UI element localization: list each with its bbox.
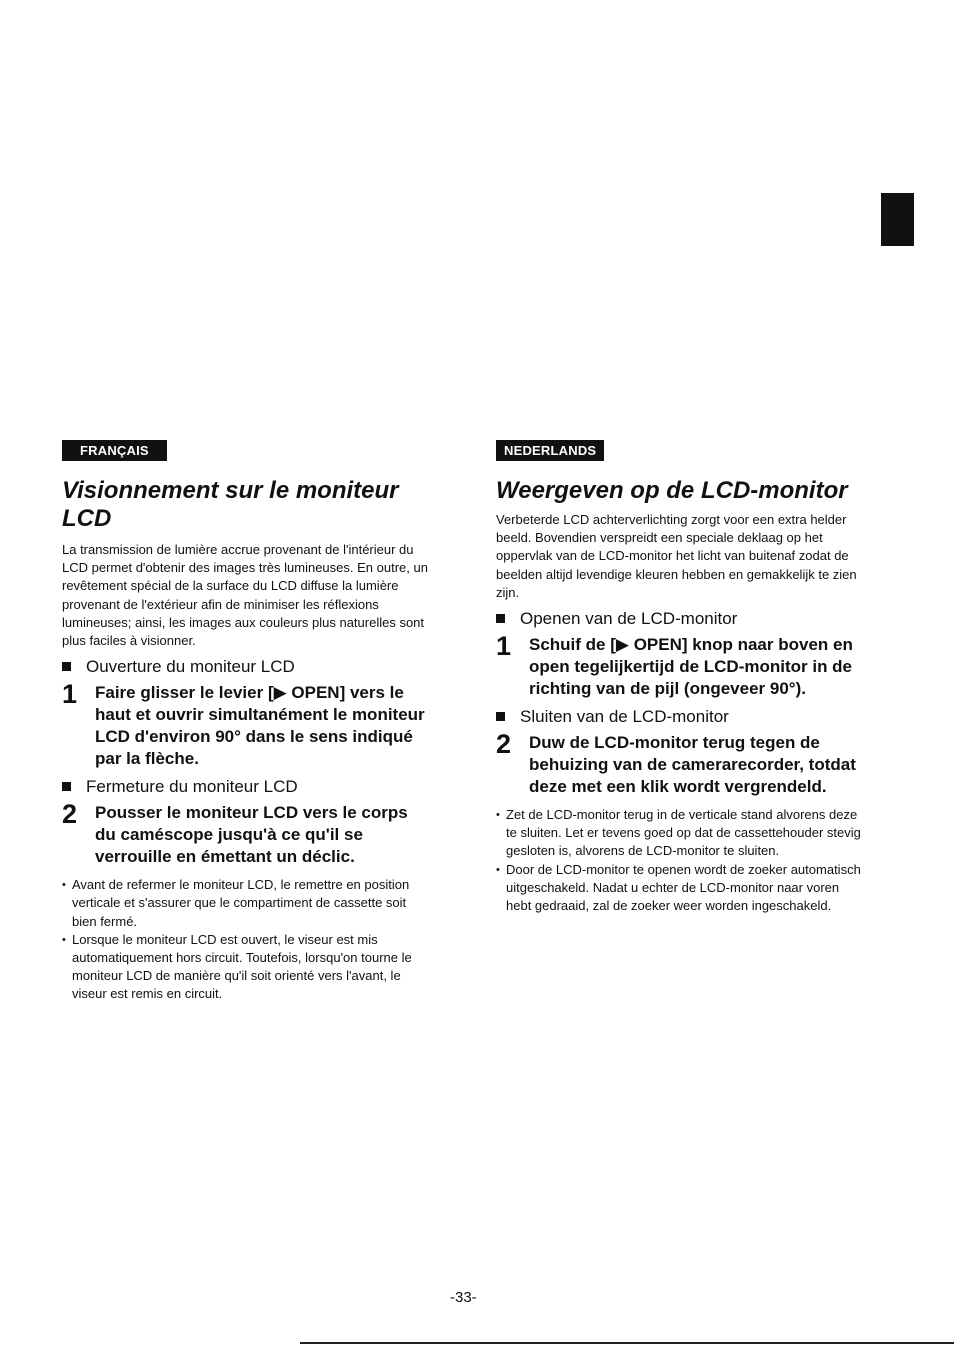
page-number: -33-: [450, 1289, 477, 1306]
nederlands-note-1: • Zet de LCD-monitor terug in de verticale stand alvorens deze te sluiten. Let er tevens goed op dat de cassettehouder stevig gesloten is, alvorens de LCD-monitor te sluiten.: [496, 806, 866, 861]
francais-note-1: • Avant de refermer le moniteur LCD, le remettre en position verticale et s'assurer que le compartiment de cassette soit bien fermé.: [62, 876, 432, 931]
francais-step-1: [62, 679, 432, 770]
nederlands-intro: Verbeterde LCD achterverlichting zorgt voor een extra helder beeld. Bovendien verspreidt een speciale deklaag op het oppervlak van de LCD-monitor het licht van buitenaf zodat de beelden altijd levendige kleuren hebben en gemakkelijk te zien zijn.: [496, 512, 857, 600]
nederlands-section-opening-heading: Openen van de LCD-monitor: [496, 608, 866, 630]
francais-intro: La transmission de lumière accrue provenant de l'intérieur du LCD permet d'obtenir des images très lumineuses. En outre, un revêtement spécial de la surface du LCD diffuse la lumière provenant de l'extérieur afin de minimiser les réflexions lumineuses; ainsi, les images aux couleurs plus naturelles sont plus faciles à visionner.: [62, 542, 428, 649]
nederlands-step-2: [496, 729, 866, 798]
francais-step-1-text: Faire glisser le levier [▶ OPEN] vers le haut et ouvrir simultanément le moniteur LCD d'environ 90° dans le sens indiqué par la flèche.: [95, 683, 425, 769]
francais-title: Visionnement sur le moniteur LCD: [62, 477, 399, 532]
francais-notes: [62, 876, 432, 1003]
francais-step-2: [62, 799, 432, 868]
francais-section-opening-heading: Ouverture du moniteur LCD: [62, 656, 432, 678]
nederlands-step-1-text: Schuif de [▶ OPEN] knop naar boven en open tegelijkertijd de LCD-monitor in de richting van de pijl (ongeveer 90°).: [529, 635, 853, 699]
francais-step-2-number: 2: [62, 799, 78, 830]
francais-language-label: FRANÇAIS: [62, 440, 167, 461]
nederlands-note-2: • Door de LCD-monitor te openen wordt de zoeker automatisch uitgeschakeld. Nadat u echter de LCD-monitor naar voren hebt gedraaid, zal de zoeker weer worden ingeschakeld.: [496, 861, 866, 916]
nederlands-step-1-number: 1: [496, 631, 512, 662]
nederlands-step-2-text: Duw de LCD-monitor terug tegen de behuizing van de camerarecorder, totdat deze met een klik wordt vergrendeld.: [529, 733, 856, 797]
francais-column: [62, 440, 432, 1004]
francais-step-1-number: 1: [62, 679, 78, 710]
francais-step-2-text: Pousser le moniteur LCD vers le corps du caméscope jusqu'à ce qu'il se verrouille en émettant un déclic.: [95, 803, 408, 867]
nederlands-section-closing-heading: Sluiten van de LCD-monitor: [496, 706, 866, 728]
nederlands-column: [496, 440, 866, 915]
bottom-rule: [300, 1342, 954, 1344]
francais-section-closing-heading: Fermeture du moniteur LCD: [62, 776, 432, 798]
page-edge-tab: [881, 193, 914, 246]
nederlands-notes: [496, 806, 866, 915]
francais-note-2: • Lorsque le moniteur LCD est ouvert, le viseur est mis automatiquement hors circuit. Toutefois, lorsqu'on tourne le moniteur LCD de manière qu'il soit orienté vers l'avant, le viseur est remis en circuit.: [62, 931, 432, 1004]
nederlands-title: Weergeven op de LCD-monitor: [496, 477, 848, 504]
nederlands-language-label: NEDERLANDS: [496, 440, 604, 461]
nederlands-step-2-number: 2: [496, 729, 512, 760]
nederlands-step-1: [496, 631, 866, 700]
